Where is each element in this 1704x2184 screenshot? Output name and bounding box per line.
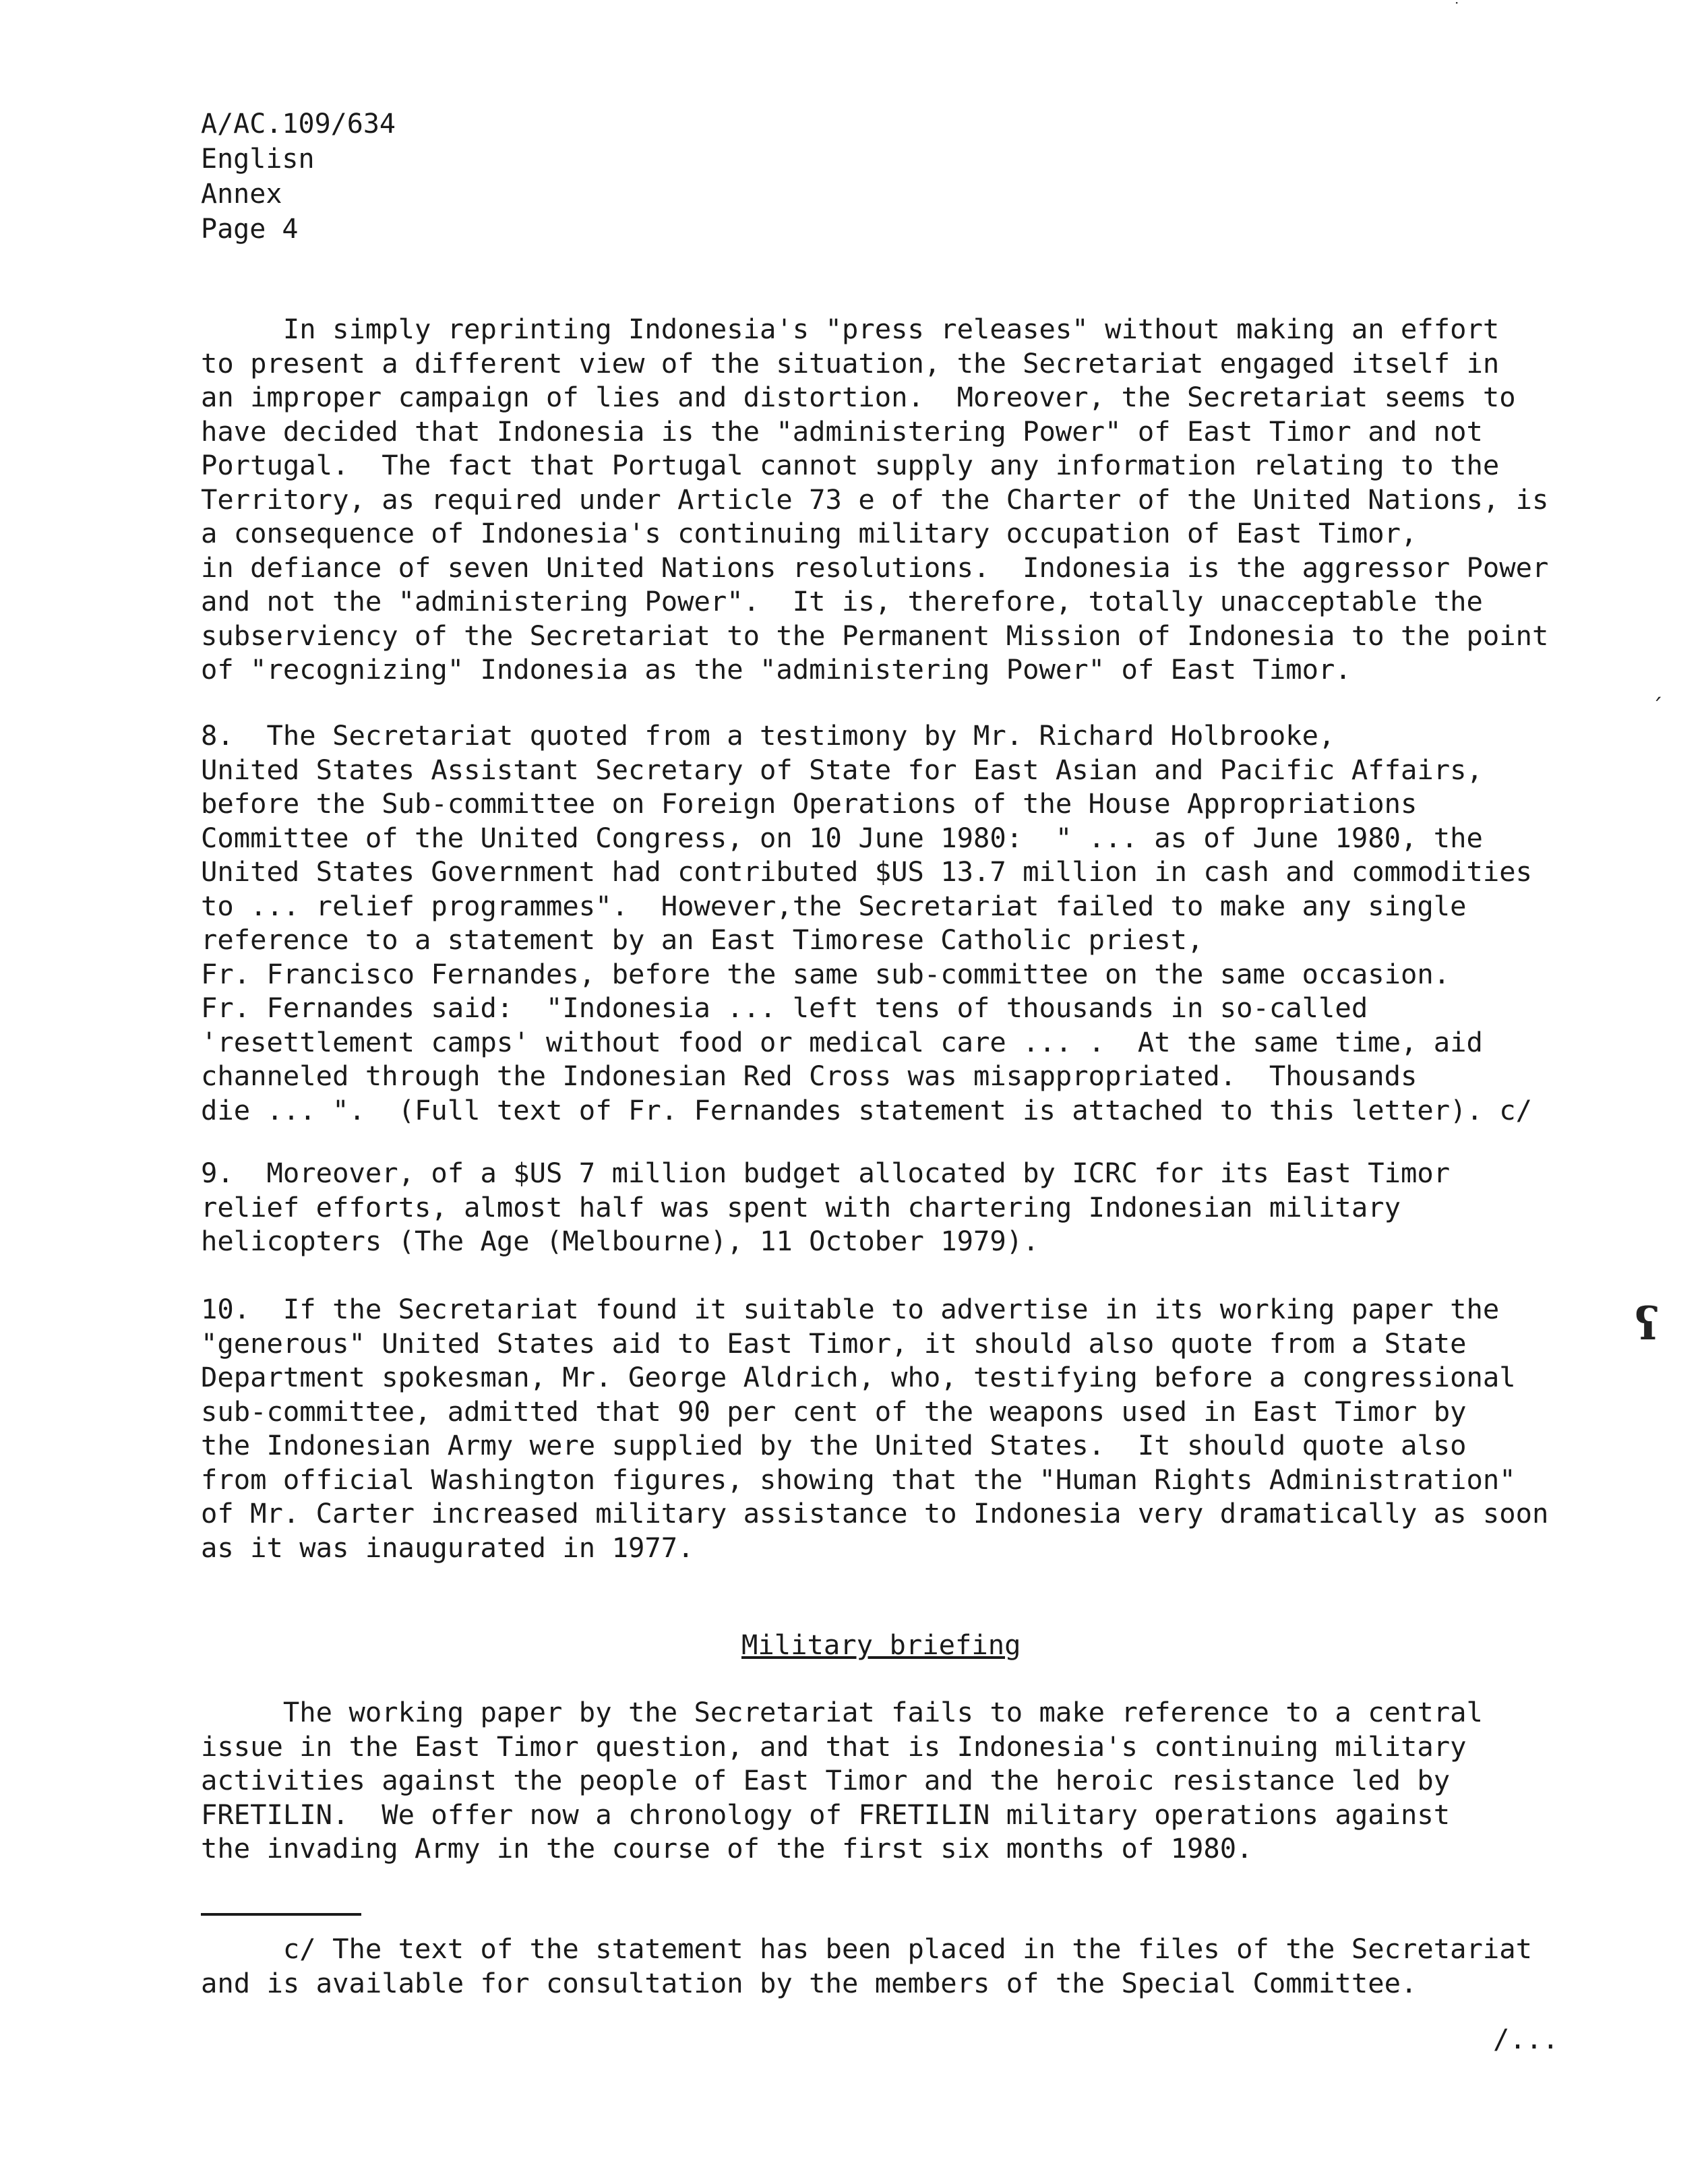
margin-mark: ʕ xyxy=(1635,1298,1660,1350)
top-speck: · xyxy=(1455,0,1459,11)
text-line: United States Government had contributed $US 13.7 million in cash and commodities xyxy=(201,855,1533,888)
page-number: Page 4 xyxy=(201,214,299,245)
text-line: FRETILIN. We offer now a chronology of FRETILIN military operations against xyxy=(201,1798,1451,1831)
text-line: relief efforts, almost half was spent with chartering Indonesian military xyxy=(201,1190,1401,1223)
text-line: 9. Moreover, of a $US 7 million budget allocated by ICRC for its East Timor xyxy=(201,1157,1451,1189)
text-line: 'resettlement camps' without food or medical care ... . At the same time, aid xyxy=(201,1025,1483,1058)
margin-speck: ˊ xyxy=(1651,694,1663,721)
text-line: subserviency of the Secretariat to the Permanent Mission of Indonesia to the point xyxy=(201,619,1549,652)
text-line: from official Washington figures, showing that the "Human Rights Administration" xyxy=(201,1463,1516,1496)
document-section: Annex xyxy=(201,179,282,210)
text-line: die ... ". (Full text of Fr. Fernandes statement is attached to this letter). c/ xyxy=(201,1093,1533,1126)
text-line: helicopters (The Age (Melbourne), 11 October 1979). xyxy=(201,1225,1039,1257)
text-line: Portugal. The fact that Portugal cannot supply any information relating to the xyxy=(201,449,1500,481)
text-line: in defiance of seven United Nations resolutions. Indonesia is the aggressor Power xyxy=(201,551,1549,584)
footnote xyxy=(201,1932,1532,2000)
document-symbol: A/AC.109/634 xyxy=(201,109,396,140)
continued-marker: /... xyxy=(1493,2023,1559,2055)
text-line: have decided that Indonesia is the "administering Power" of East Timor and not xyxy=(201,415,1483,448)
text-line: sub-committee, admitted that 90 per cent of the weapons used in East Timor by xyxy=(201,1395,1467,1428)
text-line: of Mr. Carter increased military assistance to Indonesia very dramatically as soon xyxy=(201,1497,1549,1529)
text-line: issue in the East Timor question, and that is Indonesia's continuing military xyxy=(201,1730,1467,1763)
text-line: and not the "administering Power". It is, therefore, totally unacceptable the xyxy=(201,585,1483,617)
paragraph-9 xyxy=(201,1156,1450,1258)
paragraph-10 xyxy=(201,1292,1548,1565)
text-line: channeled through the Indonesian Red Cross was misappropriated. Thousands xyxy=(201,1060,1418,1092)
footnote-divider xyxy=(201,1913,361,1916)
text-line: "generous" United States aid to East Timor, it should also quote from a State xyxy=(201,1327,1467,1360)
text-line: Department spokesman, Mr. George Aldrich, who, testifying before a congressional xyxy=(201,1361,1516,1393)
text-line: United States Assistant Secretary of State for East Asian and Pacific Affairs, xyxy=(201,753,1483,786)
text-line: before the Sub-committee on Foreign Operations of the House Appropriations xyxy=(201,787,1418,820)
text-line: to present a different view of the situation, the Secretariat engaged itself in xyxy=(201,346,1500,380)
text-line: a consequence of Indonesia's continuing military occupation of East Timor, xyxy=(201,517,1418,549)
document-header xyxy=(201,107,396,247)
text-line: of "recognizing" Indonesia as the "administering Power" of East Timor. xyxy=(201,653,1351,686)
text-line: the Indonesian Army were supplied by the United States. It should quote also xyxy=(201,1429,1467,1461)
paragraph-intro xyxy=(201,312,1548,687)
text-line: 10. If the Secretariat found it suitable to advertise in its working paper the xyxy=(201,1293,1500,1325)
paragraph-briefing xyxy=(201,1695,1483,1866)
text-line: reference to a statement by an East Timorese Catholic priest, xyxy=(201,923,1204,956)
document-language: Englisn xyxy=(201,144,315,175)
text-line: to ... relief programmes". However,the Secretariat failed to make any single xyxy=(201,889,1467,922)
text-line: The working paper by the Secretariat fails to make reference to a central xyxy=(201,1696,1483,1728)
text-line: Fr. Francisco Fernandes, before the same sub-committee on the same occasion. xyxy=(201,957,1451,990)
text-line: 8. The Secretariat quoted from a testimony by Mr. Richard Holbrooke, xyxy=(201,719,1335,752)
text-line: activities against the people of East Timor and the heroic resistance led by xyxy=(201,1764,1451,1796)
text-line: Territory, as required under Article 73 e of the Charter of the United Nations, is xyxy=(201,483,1549,516)
text-line: and is available for consultation by the members of the Special Committee. xyxy=(201,1966,1418,1999)
text-line: c/ The text of the statement has been placed in the files of the Secretariat xyxy=(201,1933,1533,1965)
text-line: In simply reprinting Indonesia's "press releases" without making an effort xyxy=(201,313,1500,345)
section-heading: Military briefing xyxy=(741,1629,1021,1661)
paragraph-8 xyxy=(201,719,1532,1127)
text-line: Fr. Fernandes said: "Indonesia ... left tens of thousands in so-called xyxy=(201,992,1368,1024)
text-line: Committee of the United Congress, on 10 June 1980: " ... as of June 1980, the xyxy=(201,821,1483,854)
text-line: the invading Army in the course of the first six months of 1980. xyxy=(201,1832,1253,1864)
text-line: as it was inaugurated in 1977. xyxy=(201,1531,694,1564)
text-line: an improper campaign of lies and distortion. Moreover, the Secretariat seems to xyxy=(201,381,1516,413)
